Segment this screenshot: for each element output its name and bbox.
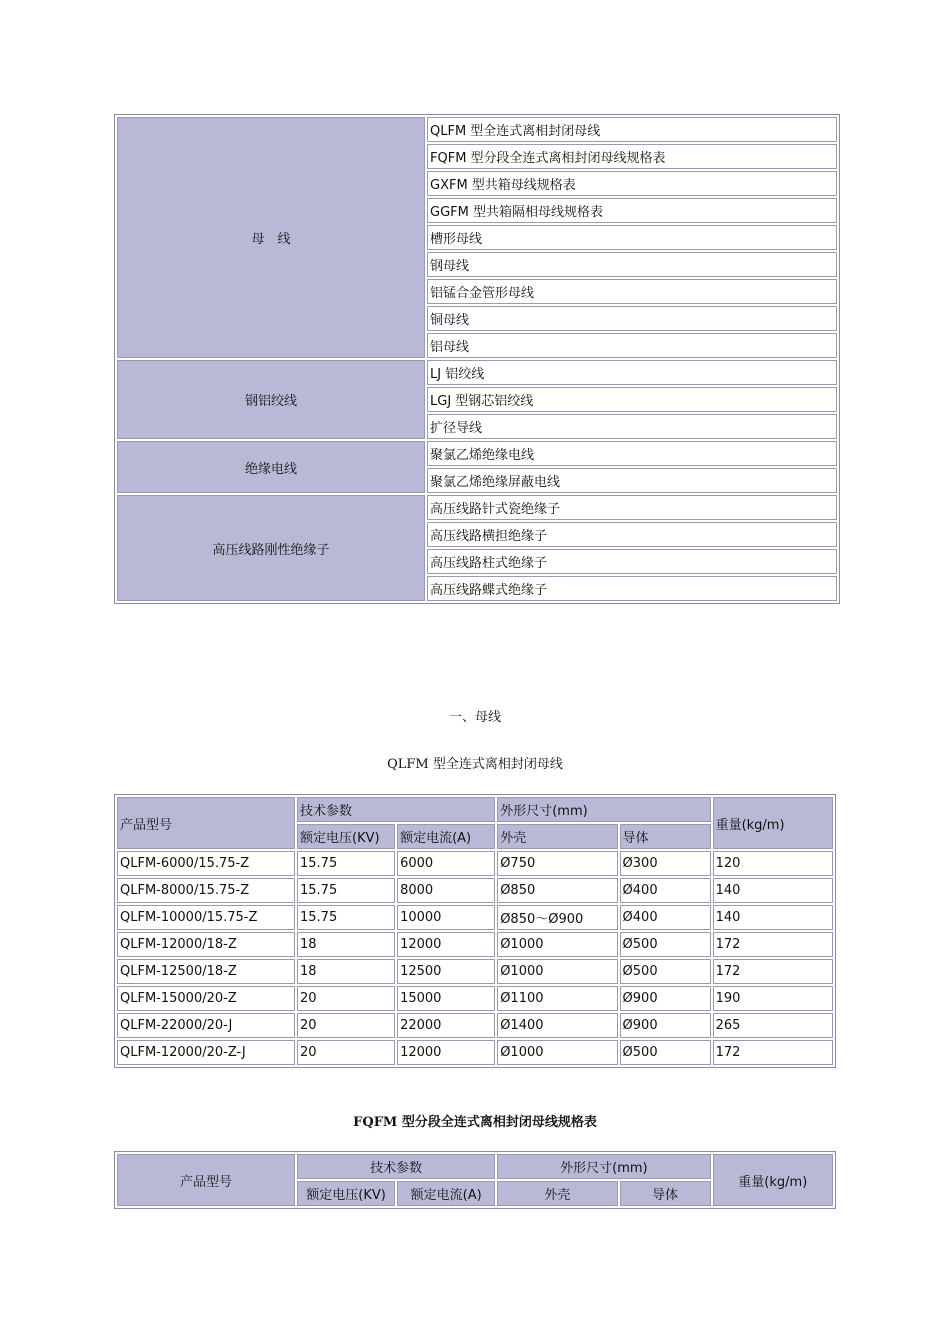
cell-shell: Ø1400 (497, 1013, 617, 1038)
cell-conductor: Ø500 (620, 959, 711, 984)
cell-weight: 140 (713, 905, 833, 930)
toc-link-lgj[interactable]: LGJ 型钢芯铝绞线 (427, 387, 837, 412)
table-row (117, 878, 833, 903)
header-current: 额定电流(A) (397, 824, 495, 849)
cell-shell: Ø1000 (497, 932, 617, 957)
header-dimensions: 外形尺寸(mm) (497, 1154, 710, 1179)
toc-link-al-mn-tube-busbar[interactable]: 铝锰合金管形母线 (427, 279, 837, 304)
header-row (117, 797, 833, 822)
toc-link-aluminum-busbar[interactable]: 铝母线 (427, 333, 837, 358)
toc-row (117, 441, 837, 466)
table-row (117, 932, 833, 957)
cell-current: 8000 (397, 878, 495, 903)
cell-current: 22000 (397, 1013, 495, 1038)
cell-voltage: 15.75 (297, 878, 395, 903)
table-row (117, 905, 833, 930)
toc-group-label: 高压线路刚性绝缘子 (117, 495, 425, 601)
toc-link-qlfm[interactable]: QLFM 型全连式离相封闭母线 (427, 117, 837, 142)
cell-voltage: 15.75 (297, 905, 395, 930)
table-caption: FQFM 型分段全连式离相封闭母线规格表 (353, 1115, 597, 1130)
cell-conductor: Ø400 (620, 878, 711, 903)
cell-weight: 190 (713, 986, 833, 1011)
cell-conductor: Ø500 (620, 1040, 711, 1065)
header-conductor: 导体 (620, 824, 711, 849)
toc-link-expanded-conductor[interactable]: 扩径导线 (427, 414, 837, 439)
cell-model: QLFM-22000/20-J (117, 1013, 295, 1038)
header-shell: 外壳 (497, 1181, 617, 1206)
cell-weight: 120 (713, 851, 833, 876)
cell-current: 6000 (397, 851, 495, 876)
cell-current: 12000 (397, 932, 495, 957)
cell-current: 10000 (397, 905, 495, 930)
cell-conductor: Ø300 (620, 851, 711, 876)
cell-weight: 172 (713, 959, 833, 984)
cell-shell: Ø850 (497, 878, 617, 903)
header-shell: 外壳 (497, 824, 617, 849)
table-row (117, 1040, 833, 1065)
cell-model: QLFM-15000/20-Z (117, 986, 295, 1011)
toc-table (114, 114, 840, 604)
cell-weight: 140 (713, 878, 833, 903)
toc-group-label: 钢铝绞线 (117, 360, 425, 439)
cell-model: QLFM-10000/15.75-Z (117, 905, 295, 930)
header-weight: 重量(kg/m) (713, 1154, 833, 1206)
cell-shell: Ø1000 (497, 1040, 617, 1065)
cell-weight: 172 (713, 1040, 833, 1065)
cell-voltage: 20 (297, 1013, 395, 1038)
cell-voltage: 18 (297, 959, 395, 984)
cell-current: 12000 (397, 1040, 495, 1065)
header-voltage: 额定电压(KV) (297, 1181, 395, 1206)
toc-link-gxfm[interactable]: GXFM 型共箱母线规格表 (427, 171, 837, 196)
cell-model: QLFM-12500/18-Z (117, 959, 295, 984)
table-row (117, 986, 833, 1011)
cell-current: 12500 (397, 959, 495, 984)
section-title: 一、母线 (448, 710, 501, 725)
header-model: 产品型号 (117, 1154, 295, 1206)
header-row (117, 1154, 833, 1179)
toc-link-ggfm[interactable]: GGFM 型共箱隔相母线规格表 (427, 198, 837, 223)
header-tech-params: 技术参数 (297, 797, 495, 822)
cell-conductor: Ø400 (620, 905, 711, 930)
cell-voltage: 15.75 (297, 851, 395, 876)
cell-voltage: 20 (297, 1040, 395, 1065)
toc-row (117, 495, 837, 520)
toc-row (117, 360, 837, 385)
toc-link-pin-insulator[interactable]: 高压线路针式瓷绝缘子 (427, 495, 837, 520)
header-weight: 重量(kg/m) (713, 797, 833, 849)
header-conductor: 导体 (620, 1181, 711, 1206)
cell-model: QLFM-12000/20-Z-J (117, 1040, 295, 1065)
cell-voltage: 18 (297, 932, 395, 957)
header-model: 产品型号 (117, 797, 295, 849)
qlfm-spec-table (114, 794, 836, 1068)
toc-link-crossarm-insulator[interactable]: 高压线路横担绝缘子 (427, 522, 837, 547)
toc-link-pvc-shielded-wire[interactable]: 聚氯乙烯绝缘屏蔽电线 (427, 468, 837, 493)
cell-conductor: Ø500 (620, 932, 711, 957)
cell-weight: 172 (713, 932, 833, 957)
table-caption: QLFM 型全连式离相封闭母线 (387, 757, 563, 772)
cell-shell: Ø850～Ø900 (497, 905, 617, 930)
header-voltage: 额定电压(KV) (297, 824, 395, 849)
toc-link-fqfm[interactable]: FQFM 型分段全连式离相封闭母线规格表 (427, 144, 837, 169)
toc-group-label: 母 线 (117, 117, 425, 358)
toc-link-post-insulator[interactable]: 高压线路柱式绝缘子 (427, 549, 837, 574)
cell-model: QLFM-12000/18-Z (117, 932, 295, 957)
header-dimensions: 外形尺寸(mm) (497, 797, 710, 822)
toc-row (117, 117, 837, 142)
cell-weight: 265 (713, 1013, 833, 1038)
table-row (117, 851, 833, 876)
cell-model: QLFM-8000/15.75-Z (117, 878, 295, 903)
cell-shell: Ø1100 (497, 986, 617, 1011)
cell-model: QLFM-6000/15.75-Z (117, 851, 295, 876)
table-row (117, 1013, 833, 1038)
table-row (117, 959, 833, 984)
cell-conductor: Ø900 (620, 1013, 711, 1038)
toc-link-pvc-wire[interactable]: 聚氯乙烯绝缘电线 (427, 441, 837, 466)
fqfm-spec-table (114, 1151, 836, 1209)
toc-link-shackle-insulator[interactable]: 高压线路蝶式绝缘子 (427, 576, 837, 601)
toc-link-lj[interactable]: LJ 铝绞线 (427, 360, 837, 385)
toc-group-label: 绝缘电线 (117, 441, 425, 493)
cell-current: 15000 (397, 986, 495, 1011)
header-tech-params: 技术参数 (297, 1154, 495, 1179)
qlfm-spec-body (117, 851, 833, 1065)
cell-conductor: Ø900 (620, 986, 711, 1011)
toc-link-copper-busbar[interactable]: 铜母线 (427, 306, 837, 331)
header-current: 额定电流(A) (397, 1181, 495, 1206)
toc-link-channel-busbar[interactable]: 槽形母线 (427, 225, 837, 250)
toc-link-steel-busbar[interactable]: 钢母线 (427, 252, 837, 277)
cell-shell: Ø750 (497, 851, 617, 876)
cell-voltage: 20 (297, 986, 395, 1011)
cell-shell: Ø1000 (497, 959, 617, 984)
